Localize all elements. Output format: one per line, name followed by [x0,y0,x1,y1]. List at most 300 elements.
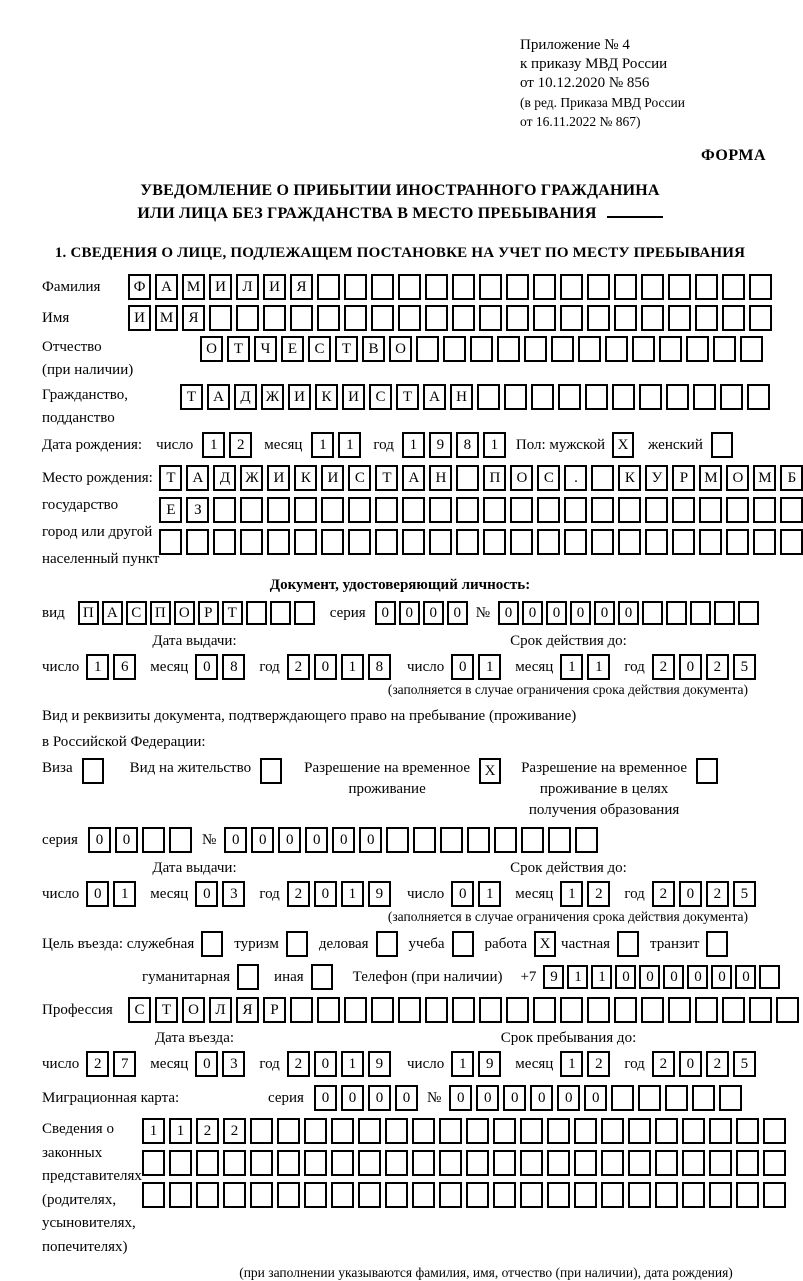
char-cell[interactable] [682,1182,705,1208]
char-cell[interactable] [520,1118,543,1144]
char-cell[interactable]: С [348,465,371,491]
char-cell[interactable]: О [174,601,195,625]
char-cell[interactable] [642,601,663,625]
char-cell[interactable] [521,827,544,853]
char-cell[interactable] [713,336,736,362]
char-cell[interactable]: И [128,305,151,331]
char-cell[interactable]: 5 [733,881,756,907]
char-cell[interactable] [142,1182,165,1208]
char-cell[interactable]: А [207,384,230,410]
char-cell[interactable] [720,384,743,410]
char-cell[interactable] [587,274,610,300]
char-cell[interactable] [290,305,313,331]
char-cell[interactable]: 0 [570,601,591,625]
char-cell[interactable] [695,274,718,300]
char-cell[interactable]: 2 [706,654,729,680]
char-cell[interactable] [574,1150,597,1176]
char-cell[interactable]: 9 [368,881,391,907]
char-cell[interactable] [692,1085,715,1111]
char-cell[interactable] [537,497,560,523]
char-cell[interactable] [641,305,664,331]
char-cell[interactable] [456,465,479,491]
purpose-tourism-checkbox[interactable] [286,931,308,957]
char-cell[interactable] [493,1118,516,1144]
char-cell[interactable]: 0 [195,1051,218,1077]
char-cell[interactable] [209,305,232,331]
char-cell[interactable] [506,997,529,1023]
char-cell[interactable] [277,1182,300,1208]
char-cell[interactable] [666,601,687,625]
char-cell[interactable] [142,1150,165,1176]
char-cell[interactable]: М [155,305,178,331]
char-cell[interactable] [763,1150,786,1176]
char-cell[interactable]: З [186,497,209,523]
char-cell[interactable]: П [78,601,99,625]
char-cell[interactable]: О [389,336,412,362]
char-cell[interactable] [443,336,466,362]
char-cell[interactable] [699,497,722,523]
char-cell[interactable]: 0 [195,654,218,680]
char-cell[interactable] [639,384,662,410]
char-cell[interactable] [304,1118,327,1144]
char-cell[interactable] [736,1118,759,1144]
char-cell[interactable] [668,305,691,331]
char-cell[interactable] [429,529,452,555]
char-cell[interactable]: 0 [503,1085,526,1111]
char-cell[interactable]: 0 [314,1085,337,1111]
char-cell[interactable]: 0 [476,1085,499,1111]
char-cell[interactable] [560,997,583,1023]
char-cell[interactable]: 1 [169,1118,192,1144]
char-cell[interactable] [250,1118,273,1144]
char-cell[interactable]: 1 [142,1118,165,1144]
char-cell[interactable]: С [308,336,331,362]
char-cell[interactable]: О [200,336,223,362]
char-cell[interactable] [331,1182,354,1208]
char-cell[interactable]: О [510,465,533,491]
char-cell[interactable]: И [263,274,286,300]
char-cell[interactable]: 1 [451,1051,474,1077]
char-cell[interactable] [169,1150,192,1176]
char-cell[interactable]: 3 [222,1051,245,1077]
char-cell[interactable]: Т [375,465,398,491]
char-cell[interactable]: И [321,465,344,491]
char-cell[interactable] [747,384,770,410]
char-cell[interactable] [632,336,655,362]
char-cell[interactable] [547,1182,570,1208]
char-cell[interactable] [358,1118,381,1144]
char-cell[interactable] [672,497,695,523]
char-cell[interactable]: Т [335,336,358,362]
char-cell[interactable] [533,274,556,300]
char-cell[interactable] [452,305,475,331]
char-cell[interactable] [506,305,529,331]
char-cell[interactable]: С [126,601,147,625]
char-cell[interactable]: 3 [222,881,245,907]
char-cell[interactable] [371,997,394,1023]
char-cell[interactable] [749,305,772,331]
char-cell[interactable] [666,384,689,410]
char-cell[interactable]: 0 [447,601,468,625]
char-cell[interactable]: Т [155,997,178,1023]
purpose-work-checkbox[interactable]: X [534,931,556,957]
char-cell[interactable] [736,1150,759,1176]
char-cell[interactable]: А [102,601,123,625]
sex-female-checkbox[interactable] [711,432,733,458]
char-cell[interactable] [479,274,502,300]
char-cell[interactable]: И [342,384,365,410]
char-cell[interactable]: П [483,465,506,491]
char-cell[interactable]: 0 [687,965,708,989]
char-cell[interactable]: Ж [240,465,263,491]
char-cell[interactable] [753,497,776,523]
char-cell[interactable] [740,336,763,362]
char-cell[interactable]: Б [780,465,803,491]
sex-male-checkbox[interactable]: X [612,432,634,458]
char-cell[interactable]: 2 [223,1118,246,1144]
char-cell[interactable]: 1 [341,654,364,680]
char-cell[interactable] [263,305,286,331]
char-cell[interactable]: 8 [222,654,245,680]
char-cell[interactable]: 0 [679,1051,702,1077]
char-cell[interactable]: 9 [368,1051,391,1077]
char-cell[interactable]: 1 [483,432,506,458]
char-cell[interactable] [317,274,340,300]
char-cell[interactable] [585,384,608,410]
char-cell[interactable] [655,1118,678,1144]
char-cell[interactable] [385,1150,408,1176]
char-cell[interactable] [738,601,759,625]
char-cell[interactable] [699,529,722,555]
char-cell[interactable] [270,601,291,625]
char-cell[interactable] [618,497,641,523]
char-cell[interactable] [776,997,799,1023]
char-cell[interactable] [722,274,745,300]
char-cell[interactable] [240,529,263,555]
char-cell[interactable] [344,997,367,1023]
char-cell[interactable] [638,1085,661,1111]
char-cell[interactable]: Л [236,274,259,300]
char-cell[interactable] [246,601,267,625]
char-cell[interactable]: С [128,997,151,1023]
char-cell[interactable]: С [369,384,392,410]
char-cell[interactable] [213,529,236,555]
char-cell[interactable]: К [618,465,641,491]
char-cell[interactable] [358,1150,381,1176]
char-cell[interactable]: 0 [546,601,567,625]
char-cell[interactable]: 0 [679,881,702,907]
char-cell[interactable] [497,336,520,362]
char-cell[interactable]: С [537,465,560,491]
char-cell[interactable] [398,305,421,331]
char-cell[interactable] [587,305,610,331]
char-cell[interactable] [614,997,637,1023]
char-cell[interactable] [548,827,571,853]
char-cell[interactable]: 1 [587,654,610,680]
purpose-private-checkbox[interactable] [617,931,639,957]
char-cell[interactable] [344,305,367,331]
char-cell[interactable] [686,336,709,362]
char-cell[interactable] [520,1150,543,1176]
char-cell[interactable] [709,1182,732,1208]
char-cell[interactable] [510,529,533,555]
char-cell[interactable]: 1 [341,1051,364,1077]
char-cell[interactable] [564,529,587,555]
char-cell[interactable] [493,1182,516,1208]
char-cell[interactable]: 0 [735,965,756,989]
char-cell[interactable]: 9 [478,1051,501,1077]
char-cell[interactable]: Я [290,274,313,300]
char-cell[interactable] [412,1150,435,1176]
char-cell[interactable] [759,965,780,989]
char-cell[interactable] [470,336,493,362]
char-cell[interactable] [213,497,236,523]
char-cell[interactable]: 0 [423,601,444,625]
char-cell[interactable]: Я [236,997,259,1023]
char-cell[interactable] [348,497,371,523]
char-cell[interactable] [386,827,409,853]
char-cell[interactable] [236,305,259,331]
char-cell[interactable] [439,1118,462,1144]
char-cell[interactable] [375,497,398,523]
char-cell[interactable] [564,497,587,523]
char-cell[interactable] [425,997,448,1023]
rvp-checkbox[interactable]: X [479,758,501,784]
char-cell[interactable] [693,384,716,410]
char-cell[interactable] [560,305,583,331]
char-cell[interactable]: 0 [584,1085,607,1111]
char-cell[interactable] [628,1182,651,1208]
char-cell[interactable] [659,336,682,362]
char-cell[interactable]: А [186,465,209,491]
char-cell[interactable]: М [753,465,776,491]
char-cell[interactable]: 9 [543,965,564,989]
char-cell[interactable]: Л [209,997,232,1023]
char-cell[interactable]: 9 [429,432,452,458]
char-cell[interactable] [614,305,637,331]
char-cell[interactable] [628,1118,651,1144]
char-cell[interactable] [456,529,479,555]
char-cell[interactable]: П [150,601,171,625]
char-cell[interactable]: 2 [652,881,675,907]
char-cell[interactable] [524,336,547,362]
char-cell[interactable] [439,1150,462,1176]
char-cell[interactable] [196,1150,219,1176]
char-cell[interactable]: 0 [368,1085,391,1111]
char-cell[interactable] [413,827,436,853]
char-cell[interactable] [504,384,527,410]
char-cell[interactable]: 7 [113,1051,136,1077]
char-cell[interactable] [304,1182,327,1208]
char-cell[interactable] [277,1150,300,1176]
char-cell[interactable]: 1 [591,965,612,989]
char-cell[interactable]: 0 [86,881,109,907]
char-cell[interactable]: К [315,384,338,410]
char-cell[interactable] [466,1118,489,1144]
char-cell[interactable] [294,529,317,555]
char-cell[interactable]: 1 [560,881,583,907]
char-cell[interactable] [304,1150,327,1176]
char-cell[interactable] [196,1182,219,1208]
char-cell[interactable]: И [209,274,232,300]
char-cell[interactable] [294,601,315,625]
char-cell[interactable] [348,529,371,555]
char-cell[interactable] [371,305,394,331]
char-cell[interactable] [574,1118,597,1144]
purpose-humanitarian-checkbox[interactable] [237,964,259,990]
char-cell[interactable] [416,336,439,362]
char-cell[interactable] [763,1182,786,1208]
char-cell[interactable]: 1 [86,654,109,680]
char-cell[interactable]: 1 [560,1051,583,1077]
char-cell[interactable] [719,1085,742,1111]
char-cell[interactable] [547,1118,570,1144]
char-cell[interactable] [250,1150,273,1176]
char-cell[interactable] [267,529,290,555]
char-cell[interactable] [611,1085,634,1111]
char-cell[interactable]: 0 [679,654,702,680]
char-cell[interactable]: 2 [706,1051,729,1077]
char-cell[interactable]: 0 [663,965,684,989]
char-cell[interactable] [682,1150,705,1176]
char-cell[interactable]: 0 [399,601,420,625]
char-cell[interactable] [223,1182,246,1208]
char-cell[interactable]: Т [159,465,182,491]
char-cell[interactable] [682,1118,705,1144]
char-cell[interactable] [645,497,668,523]
char-cell[interactable] [169,827,192,853]
char-cell[interactable] [398,997,421,1023]
char-cell[interactable]: 2 [196,1118,219,1144]
char-cell[interactable]: 1 [567,965,588,989]
char-cell[interactable]: О [726,465,749,491]
char-cell[interactable]: А [402,465,425,491]
char-cell[interactable] [655,1182,678,1208]
char-cell[interactable]: Р [263,997,286,1023]
purpose-business-checkbox[interactable] [376,931,398,957]
char-cell[interactable] [452,997,475,1023]
char-cell[interactable]: 0 [88,827,111,853]
char-cell[interactable]: Р [672,465,695,491]
char-cell[interactable] [558,384,581,410]
char-cell[interactable] [763,1118,786,1144]
char-cell[interactable] [780,529,803,555]
char-cell[interactable]: Р [198,601,219,625]
char-cell[interactable]: Т [180,384,203,410]
char-cell[interactable] [506,274,529,300]
char-cell[interactable] [240,497,263,523]
char-cell[interactable] [385,1118,408,1144]
char-cell[interactable] [591,497,614,523]
char-cell[interactable] [290,997,313,1023]
char-cell[interactable] [344,274,367,300]
char-cell[interactable]: Е [159,497,182,523]
char-cell[interactable]: 0 [332,827,355,853]
char-cell[interactable] [726,529,749,555]
char-cell[interactable] [749,274,772,300]
char-cell[interactable] [695,305,718,331]
char-cell[interactable] [398,274,421,300]
char-cell[interactable]: 0 [639,965,660,989]
char-cell[interactable] [412,1118,435,1144]
char-cell[interactable]: Д [234,384,257,410]
char-cell[interactable] [628,1150,651,1176]
char-cell[interactable] [510,497,533,523]
char-cell[interactable]: Н [450,384,473,410]
char-cell[interactable] [578,336,601,362]
char-cell[interactable]: 0 [594,601,615,625]
char-cell[interactable] [641,997,664,1023]
char-cell[interactable] [402,529,425,555]
char-cell[interactable]: Т [222,601,243,625]
char-cell[interactable] [331,1118,354,1144]
char-cell[interactable]: 0 [615,965,636,989]
visa-checkbox[interactable] [82,758,104,784]
char-cell[interactable]: 0 [530,1085,553,1111]
char-cell[interactable] [753,529,776,555]
char-cell[interactable]: Т [227,336,250,362]
char-cell[interactable] [655,1150,678,1176]
char-cell[interactable] [142,827,165,853]
char-cell[interactable] [591,529,614,555]
char-cell[interactable]: 0 [278,827,301,853]
char-cell[interactable] [371,274,394,300]
char-cell[interactable] [466,1182,489,1208]
char-cell[interactable] [375,529,398,555]
char-cell[interactable]: 2 [287,881,310,907]
char-cell[interactable] [587,997,610,1023]
char-cell[interactable]: 0 [449,1085,472,1111]
char-cell[interactable]: Н [429,465,452,491]
char-cell[interactable]: 0 [451,654,474,680]
char-cell[interactable] [358,1182,381,1208]
char-cell[interactable]: Д [213,465,236,491]
char-cell[interactable] [726,497,749,523]
char-cell[interactable]: И [288,384,311,410]
char-cell[interactable]: В [362,336,385,362]
char-cell[interactable]: 8 [368,654,391,680]
char-cell[interactable] [466,1150,489,1176]
char-cell[interactable] [317,997,340,1023]
char-cell[interactable]: 0 [451,881,474,907]
char-cell[interactable]: 5 [733,1051,756,1077]
char-cell[interactable] [520,1182,543,1208]
purpose-transit-checkbox[interactable] [706,931,728,957]
char-cell[interactable] [722,997,745,1023]
char-cell[interactable] [690,601,711,625]
char-cell[interactable]: 2 [652,1051,675,1077]
char-cell[interactable] [452,274,475,300]
char-cell[interactable]: 1 [341,881,364,907]
char-cell[interactable] [223,1150,246,1176]
char-cell[interactable]: 8 [456,432,479,458]
char-cell[interactable]: 2 [587,881,610,907]
char-cell[interactable]: 0 [305,827,328,853]
char-cell[interactable] [494,827,517,853]
char-cell[interactable] [709,1118,732,1144]
char-cell[interactable] [665,1085,688,1111]
purpose-official-checkbox[interactable] [201,931,223,957]
char-cell[interactable] [574,1182,597,1208]
char-cell[interactable]: 1 [338,432,361,458]
char-cell[interactable] [560,274,583,300]
char-cell[interactable] [477,384,500,410]
char-cell[interactable]: 2 [706,881,729,907]
char-cell[interactable] [412,1182,435,1208]
char-cell[interactable] [425,305,448,331]
char-cell[interactable] [483,497,506,523]
char-cell[interactable]: Ф [128,274,151,300]
